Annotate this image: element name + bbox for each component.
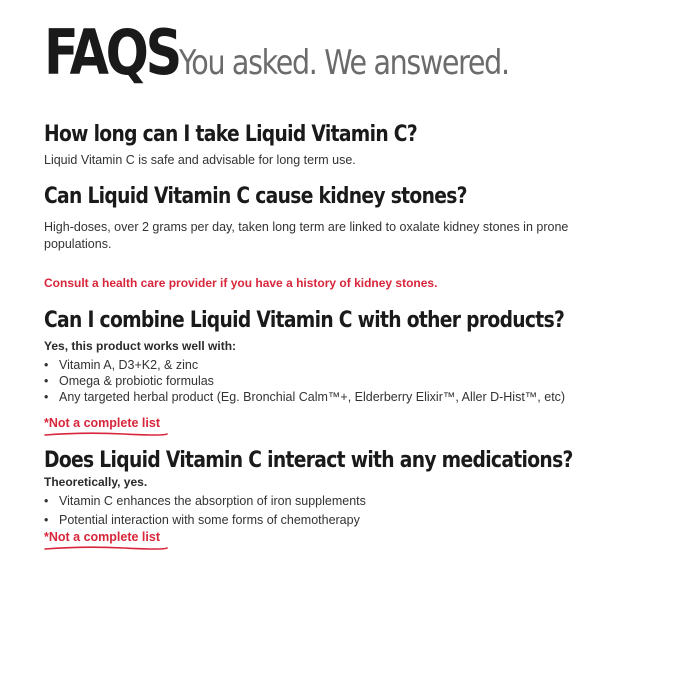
kidney-stone-warning: Consult a health care provider if you have a history of kidney stones. <box>44 276 438 290</box>
faq-question-3: Can I combine Liquid Vitamin C with other products? <box>44 308 565 333</box>
handdrawn-underline-2 <box>44 545 168 551</box>
list-item: • Omega & probiotic formulas <box>44 373 565 389</box>
list-item: • Vitamin C enhances the absorption of iron supplements <box>44 492 366 511</box>
page-tagline: You asked. We answered. <box>178 43 509 83</box>
list-item: • Potential interaction with some forms of chemotherapy <box>44 511 366 530</box>
faq-header <box>44 16 571 89</box>
page-title: FAQS <box>44 16 179 89</box>
faq-answer-1: Liquid Vitamin C is safe and advisable for long term use. <box>44 153 356 167</box>
not-complete-note-1: *Not a complete list <box>44 416 160 430</box>
faq-intro-3: Yes, this product works well with: <box>44 339 237 353</box>
faq-answer-2: High-doses, over 2 grams per day, taken long term are linked to oxalate kidney stones in prone populations. <box>44 220 569 251</box>
handdrawn-underline-1 <box>44 431 168 437</box>
medication-interactions-list <box>44 492 366 530</box>
faq-question-4: Does Liquid Vitamin C interact with any medications? <box>44 448 573 473</box>
compatible-products-list <box>44 357 565 405</box>
list-item: • Any targeted herbal product (Eg. Bronchial Calm™+, Elderberry Elixir™, Aller D-Hist™, etc) <box>44 389 565 405</box>
list-item: • Vitamin A, D3+K2, & zinc <box>44 357 565 373</box>
not-complete-note-2: *Not a complete list <box>44 530 160 544</box>
faq-intro-4: Theoretically, yes. <box>44 475 148 489</box>
faq-question-1: How long can I take Liquid Vitamin C? <box>44 122 418 147</box>
faq-question-2: Can Liquid Vitamin C cause kidney stones? <box>44 184 467 209</box>
